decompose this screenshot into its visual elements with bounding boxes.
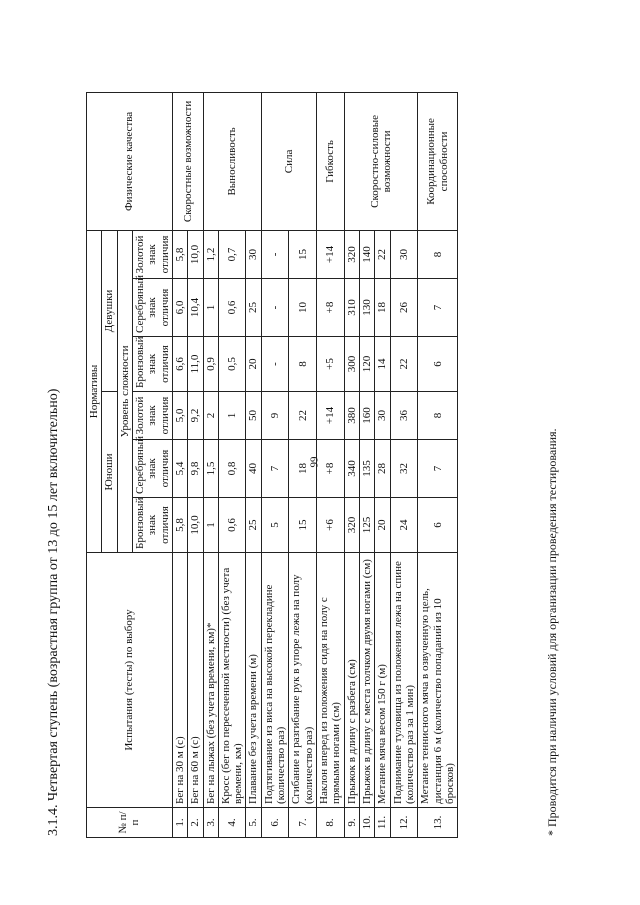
boys-silver: 28: [375, 440, 390, 498]
boys-silver: 7: [418, 440, 458, 498]
girls-silver: 25: [246, 279, 261, 337]
norms-header: Нормативы: [87, 230, 102, 552]
boys-silver: 1,5: [203, 440, 218, 498]
row-num: 9.: [344, 808, 359, 838]
row-test: Прыжок в длину с места толчком двумя ногами (см): [359, 553, 374, 808]
girls-gold: 10,0: [188, 230, 203, 278]
boys-bronze: 320: [344, 498, 359, 553]
row-test: Метание мяча весом 150 г (м): [375, 553, 390, 808]
row-num: 6.: [261, 808, 289, 838]
table-row: [172, 92, 187, 837]
girls-gold: 8: [418, 230, 458, 278]
boys-header: Юноши: [102, 392, 117, 553]
girls-bronze: 11,0: [188, 337, 203, 392]
girls-bronze: 20: [246, 337, 261, 392]
girls-bronze: 0,5: [218, 337, 246, 392]
girls-gold: 22: [375, 230, 390, 278]
boys-gold: 1: [218, 392, 246, 440]
row-test: Плавание без учета времени (м): [246, 553, 261, 808]
boys-bronze: 6: [418, 498, 458, 553]
quality-speed: Скоростные возможности: [172, 92, 203, 230]
row-test: Кросс (бег по пересеченной местности) (без учета времени, км): [218, 553, 246, 808]
girls-bronze-header: Бронзовый знак отличия: [132, 337, 172, 392]
girls-silver: 10,4: [188, 279, 203, 337]
row-test: Бег на 30 м (с): [172, 553, 187, 808]
girls-silver-header: Серебряный знак отличия: [132, 279, 172, 337]
table-row: [317, 92, 345, 837]
col-num-header: № п/п: [87, 808, 173, 838]
row-num: 5.: [246, 808, 261, 838]
girls-silver: 310: [344, 279, 359, 337]
boys-bronze: 20: [375, 498, 390, 553]
girls-gold: +14: [317, 230, 345, 278]
row-test: Сгибание и разгибание рук в упоре лежа на полу (количество раз): [289, 553, 317, 808]
girls-gold: 1,2: [203, 230, 218, 278]
table-row: [261, 92, 289, 837]
quality-speed-strength: Скоростно-силовые возможности: [344, 92, 418, 230]
girls-bronze: 6: [418, 337, 458, 392]
row-test: Наклон вперед из положения сидя на полу с прямыми ногами (см): [317, 553, 345, 808]
boys-gold: 36: [390, 392, 418, 440]
boys-silver: 5,4: [172, 440, 187, 498]
boys-gold: +14: [317, 392, 345, 440]
girls-silver: 10: [289, 279, 317, 337]
girls-silver: 18: [375, 279, 390, 337]
girls-silver: 7: [418, 279, 458, 337]
boys-gold: 9,2: [188, 392, 203, 440]
table-row: [344, 92, 359, 837]
page-number: 99: [308, 456, 321, 468]
boys-bronze: 15: [289, 498, 317, 553]
quality-coordination: Координационные способности: [418, 92, 458, 230]
girls-silver: 0,6: [218, 279, 246, 337]
boys-gold: 30: [375, 392, 390, 440]
boys-gold: 22: [289, 392, 317, 440]
row-test: Бег на лыжах (без учета времени, км)*: [203, 553, 218, 808]
girls-bronze: 300: [344, 337, 359, 392]
boys-gold: 2: [203, 392, 218, 440]
boys-gold: 9: [261, 392, 289, 440]
row-num: 12.: [390, 808, 418, 838]
table-row: [418, 92, 458, 837]
boys-gold: 160: [359, 392, 374, 440]
boys-bronze: 5: [261, 498, 289, 553]
girls-gold: 320: [344, 230, 359, 278]
row-num: 3.: [203, 808, 218, 838]
girls-gold: -: [261, 230, 289, 278]
row-test: Бег на 60 м (с): [188, 553, 203, 808]
col-quality-header: Физические качества: [87, 92, 173, 230]
row-test: Прыжок в длину с разбега (см): [344, 553, 359, 808]
boys-bronze-header: Бронзовый знак отличия: [132, 498, 172, 553]
boys-gold: 8: [418, 392, 458, 440]
level-header: Уровень сложности: [117, 230, 132, 552]
girls-silver: 6,0: [172, 279, 187, 337]
girls-gold: 140: [359, 230, 374, 278]
boys-silver: 9,8: [188, 440, 203, 498]
row-test: Подтягивание из виса на высокой перекладине (количество раз): [261, 553, 289, 808]
girls-bronze: 22: [390, 337, 418, 392]
boys-bronze: 25: [246, 498, 261, 553]
girls-silver: 1: [203, 279, 218, 337]
boys-silver: 135: [359, 440, 374, 498]
boys-silver: 18: [289, 440, 317, 498]
girls-bronze: 14: [375, 337, 390, 392]
boys-bronze: 0,6: [218, 498, 246, 553]
boys-bronze: 10,0: [188, 498, 203, 553]
boys-gold: 5,0: [172, 392, 187, 440]
boys-silver: 340: [344, 440, 359, 498]
row-num: 11.: [375, 808, 390, 838]
quality-flexibility: Гибкость: [317, 92, 345, 230]
row-num: 1.: [172, 808, 187, 838]
girls-silver: 26: [390, 279, 418, 337]
girls-gold: 30: [390, 230, 418, 278]
boys-bronze: 1: [203, 498, 218, 553]
girls-silver: 130: [359, 279, 374, 337]
row-num: 10.: [359, 808, 374, 838]
row-num: 4.: [218, 808, 246, 838]
boys-gold: 380: [344, 392, 359, 440]
row-test: Метание теннисного мяча в озвученную цель, дистанция 6 м (количество попаданий из 10 бросков): [418, 553, 458, 808]
table-row: [203, 92, 218, 837]
quality-endurance: Выносливость: [203, 92, 261, 230]
row-num: 2.: [188, 808, 203, 838]
boys-silver: 40: [246, 440, 261, 498]
girls-gold: 5,8: [172, 230, 187, 278]
girls-silver: +8: [317, 279, 345, 337]
boys-bronze: 5,8: [172, 498, 187, 553]
girls-bronze: -: [261, 337, 289, 392]
rotated-page: [40, 62, 600, 862]
girls-bronze: 120: [359, 337, 374, 392]
quality-strength: Сила: [261, 92, 316, 230]
girls-silver: -: [261, 279, 289, 337]
girls-header: Девушки: [102, 230, 117, 391]
girls-bronze: +5: [317, 337, 345, 392]
boys-bronze: +6: [317, 498, 345, 553]
section-title: 3.1.4. Четвертая ступень (возрастная группа от 13 до 15 лет включительно): [46, 388, 61, 836]
girls-bronze: 6,6: [172, 337, 187, 392]
girls-gold-header: Золотой знак отличия: [132, 230, 172, 278]
boys-silver: 0,8: [218, 440, 246, 498]
row-num: 7.: [289, 808, 317, 838]
row-test: Поднимание туловища из положения лежа на спине (количество раз за 1 мин): [390, 553, 418, 808]
boys-silver: 32: [390, 440, 418, 498]
girls-bronze: 0,9: [203, 337, 218, 392]
boys-silver: 7: [261, 440, 289, 498]
row-num: 8.: [317, 808, 345, 838]
norms-table: [86, 92, 458, 838]
boys-bronze: 125: [359, 498, 374, 553]
girls-gold: 0,7: [218, 230, 246, 278]
boys-gold-header: Золотой знак отличия: [132, 392, 172, 440]
boys-silver-header: Серебряный знак отличия: [132, 440, 172, 498]
boys-silver: +8: [317, 440, 345, 498]
boys-bronze: 24: [390, 498, 418, 553]
girls-bronze: 8: [289, 337, 317, 392]
row-num: 13.: [418, 808, 458, 838]
footnote: * Проводится при наличии условий для организации проведения тестирования.: [545, 428, 559, 836]
girls-gold: 15: [289, 230, 317, 278]
girls-gold: 30: [246, 230, 261, 278]
boys-gold: 50: [246, 392, 261, 440]
col-test-header: Испытания (тесты) по выбору: [87, 553, 173, 808]
